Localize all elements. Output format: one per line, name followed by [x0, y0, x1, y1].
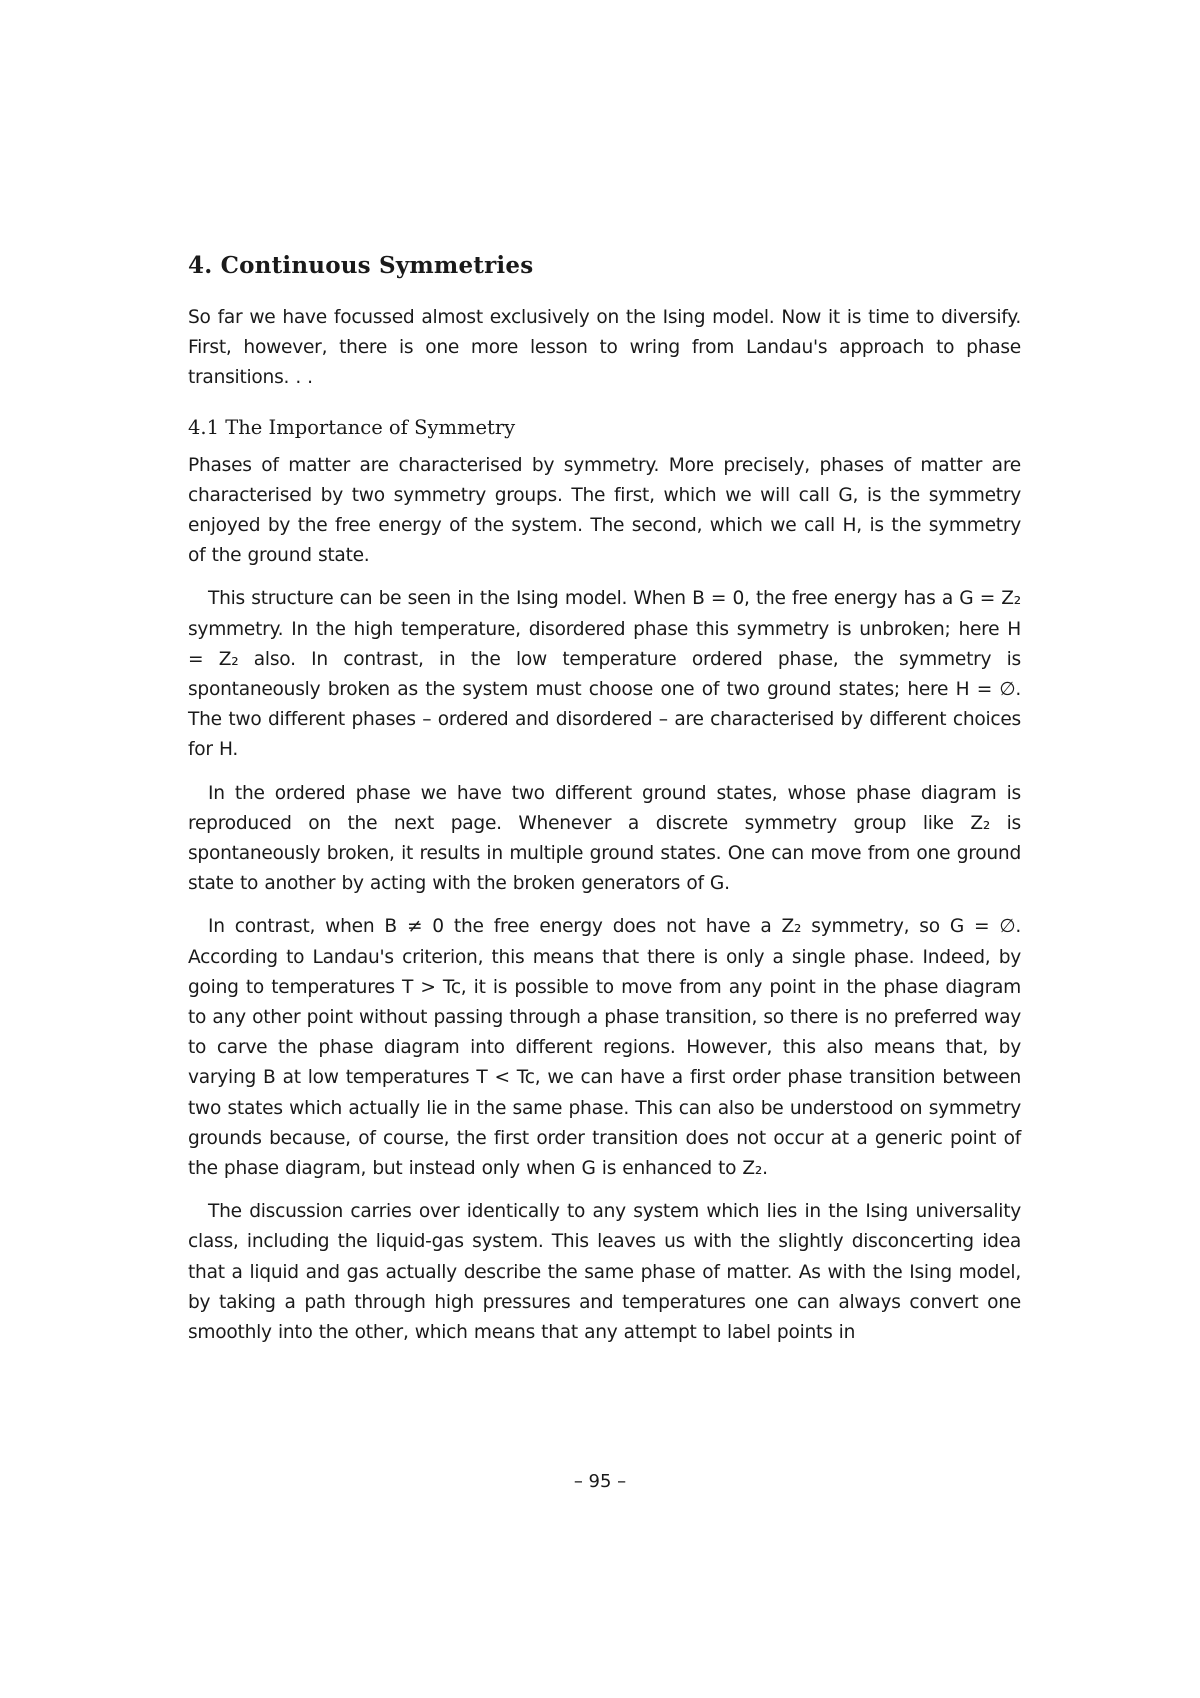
section-title: 4.1 The Importance of Symmetry [188, 415, 516, 439]
intro-paragraph: So far we have focussed almost exclusively on the Ising model. Now it is time to diversify. First, however, there is one more lesson to wring from Landau's approach to phase transitions. . . [188, 307, 1021, 389]
page-number: – 95 – [573, 1471, 627, 1492]
paragraph-5: The discussion carries over identically to any system which lies in the Ising universality class, including the liquid-gas system. This leaves us with the slightly disconcerting idea that a liquid and gas actually describe the same phase of matter. As with the Ising model, by taking a path through high pressures and temperatures one can always convert one smoothly into the other, which means that any attempt to label points in [188, 1201, 1021, 1344]
paragraph-3: In the ordered phase we have two different ground states, whose phase diagram is reproduced on the next page. Whenever a discrete symmetry group like Z₂ is spontaneously broken, it results in multiple ground states. One can move from one ground state to another by acting with the broken generators of G. [188, 782, 1021, 895]
paragraph-1: Phases of matter are characterised by symmetry. More precisely, phases of matter are characterised by two symmetry groups. The first, which we will call G, is the symmetry enjoyed by the free energy of the system. The second, which we call H, is the symmetry of the ground state. [188, 454, 1021, 567]
paragraph-2: This structure can be seen in the Ising model. When B = 0, the free energy has a G = Z₂ symmetry. In the high temperature, disordered phase this symmetry is unbroken; here H = Z₂ also. In contrast, in the low temperature ordered phase, the symmetry is spontaneously broken as the system must choose one of two ground states; here H = ∅. The two different phases – ordered and disordered – are characterised by different choices for H. [188, 588, 1021, 761]
chapter-title: 4. Continuous Symmetries [188, 252, 534, 279]
page-content [188, 252, 1021, 1348]
paragraph-4: In contrast, when B ≠ 0 the free energy does not have a Z₂ symmetry, so G = ∅. According to Landau's criterion, this means that there is only a single phase. Indeed, by going to temperatures T > Tc, it is possible to move from any point in the phase diagram to any other point without passing through a phase transition, so there is no preferred way to carve the phase diagram into different regions. However, this also means that, by varying B at low temperatures T < Tc, we can have a first order phase transition between two states which actually lie in the same phase. This can also be understood on symmetry grounds because, of course, the first order transition does not occur at a generic point of the phase diagram, but instead only when G is enhanced to Z₂. [188, 916, 1021, 1180]
